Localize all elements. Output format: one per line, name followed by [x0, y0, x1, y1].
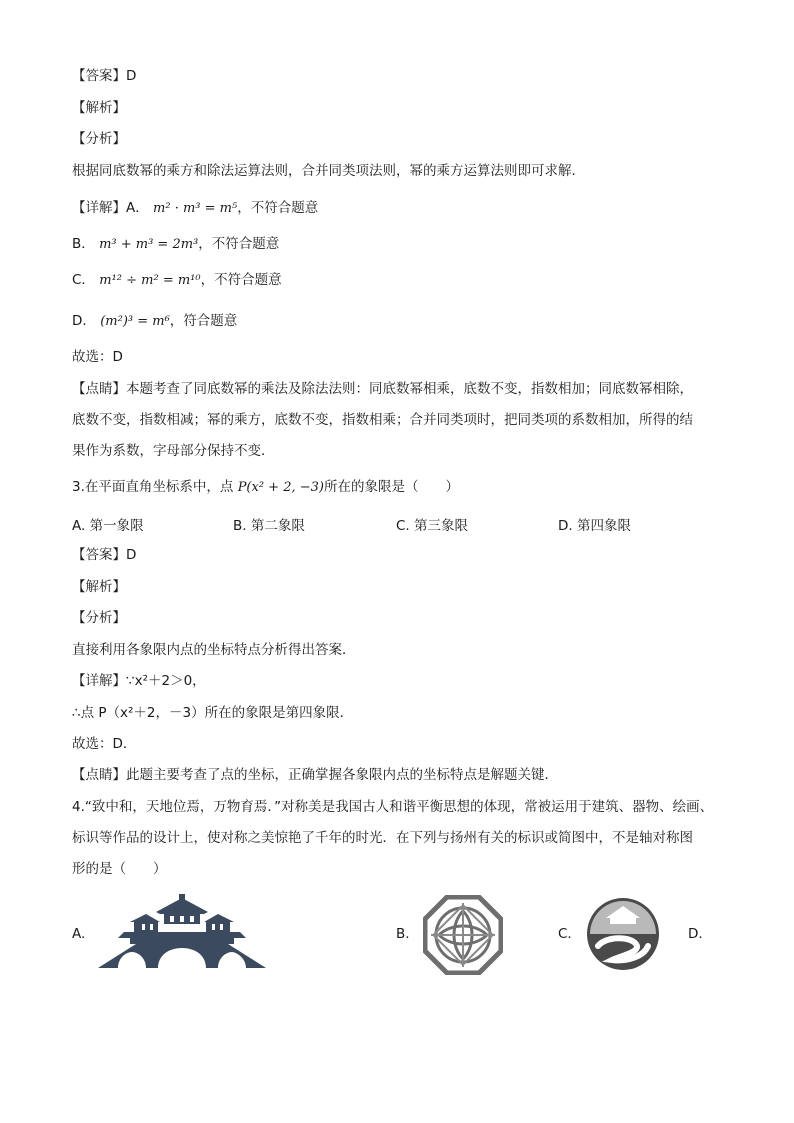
q4-stem-line-3: 形的是（ ） [72, 861, 167, 877]
figure-a-pavilion-bridge [96, 892, 268, 972]
q3-stem-tail: 所在的象限是（ ） [323, 479, 459, 495]
q3-option-a: A. 第一象限 [72, 518, 144, 534]
q2-detail-b [72, 234, 279, 255]
q2-detail-d [72, 311, 237, 332]
q4-stem-line-2: 标识等作品的设计上，使对称之美惊艳了千年的时光．在下列与扬州有关的标识或简图中，不是轴对称图 [72, 830, 693, 846]
q3-option-b: B. 第二象限 [233, 518, 305, 534]
q4-stem-line-1: 4.“致中和，天地位焉，万物育焉．”对称美是我国古人和谐平衡思想的体现，常被运用于建筑、器物、绘画、 [72, 799, 714, 815]
q3-choice: 故选：D． [72, 736, 137, 752]
q2-detail-a [72, 198, 318, 219]
q3-detail-line-1: 【详解】∵x²＋2＞0， [72, 673, 206, 689]
q3-option-c: C. 第三象限 [396, 518, 469, 534]
q2-detail-b-tail: ，不符合题意 [198, 236, 280, 252]
q2-choice: 故选：D [72, 349, 123, 365]
q2-detail-b-formula: m³ + m³ = 2m³ [99, 237, 199, 252]
q2-fenxi-heading: 【分析】 [72, 131, 126, 147]
q2-detail-a-prefix: 【详解】A． [72, 200, 149, 216]
figure-b-lattice-window [423, 895, 503, 975]
q3-jiexi-heading: 【解析】 [72, 579, 126, 595]
q2-detail-c-prefix: C． [72, 272, 95, 288]
q2-detail-d-tail: ，符合题意 [169, 313, 238, 329]
q2-detail-c-formula: m¹² ÷ m² = m¹⁰ [99, 273, 201, 288]
q2-analysis-text: 根据同底数幂的乘方和除法运算法则，合并同类项法则，幂的乘方运算法则即可求解． [72, 163, 585, 179]
q4-label-b: B. [396, 926, 410, 942]
q4-label-d: D. [688, 926, 703, 942]
q2-detail-a-tail: ，不符合题意 [237, 200, 319, 216]
q3-stem-formula: P(x² + 2, −3) [237, 480, 324, 495]
q2-detail-b-prefix: B． [72, 236, 95, 252]
q4-label-c: C. [558, 926, 572, 942]
q3-stem [72, 477, 459, 498]
q2-detail-d-formula: (m²)³ = m⁶ [100, 314, 170, 329]
q4-label-a: A. [72, 926, 86, 942]
q2-detail-c [72, 270, 282, 291]
q3-analysis-text: 直接利用各象限内点的坐标特点分析得出答案． [72, 642, 356, 658]
q3-detail-line-2: ∴点 P（x²＋2，－3）所在的象限是第四象限． [72, 705, 354, 721]
q3-comment: 【点睛】此题主要考查了点的坐标，正确掌握各象限内点的坐标特点是解题关键． [72, 767, 558, 783]
q3-option-d: D. 第四象限 [558, 518, 631, 534]
q3-options [72, 514, 722, 534]
figure-c-round-emblem [584, 890, 662, 974]
q3-stem-prefix: 3.在平面直角坐标系中，点 [72, 479, 234, 495]
q2-comment-line-2: 底数不变，指数相减；幂的乘方，底数不变，指数相乘；合并同类项时，把同类项的系数相加，所得的结 [72, 412, 693, 428]
q2-comment-line-3: 果作为系数，字母部分保持不变． [72, 443, 275, 459]
q2-jiexi-heading: 【解析】 [72, 100, 126, 116]
q3-fenxi-heading: 【分析】 [72, 610, 126, 626]
q2-detail-a-formula: m² · m³ = m⁵ [153, 201, 238, 216]
q2-detail-d-prefix: D． [72, 313, 96, 329]
q2-comment-line-1: 【点睛】本题考查了同底数幂的乘法及除法法则：同底数幂相乘，底数不变，指数相加；同底数幂相除， [72, 381, 693, 397]
q2-answer: 【答案】D [72, 68, 137, 84]
q3-answer: 【答案】D [72, 547, 137, 563]
q2-detail-c-tail: ，不符合题意 [200, 272, 282, 288]
